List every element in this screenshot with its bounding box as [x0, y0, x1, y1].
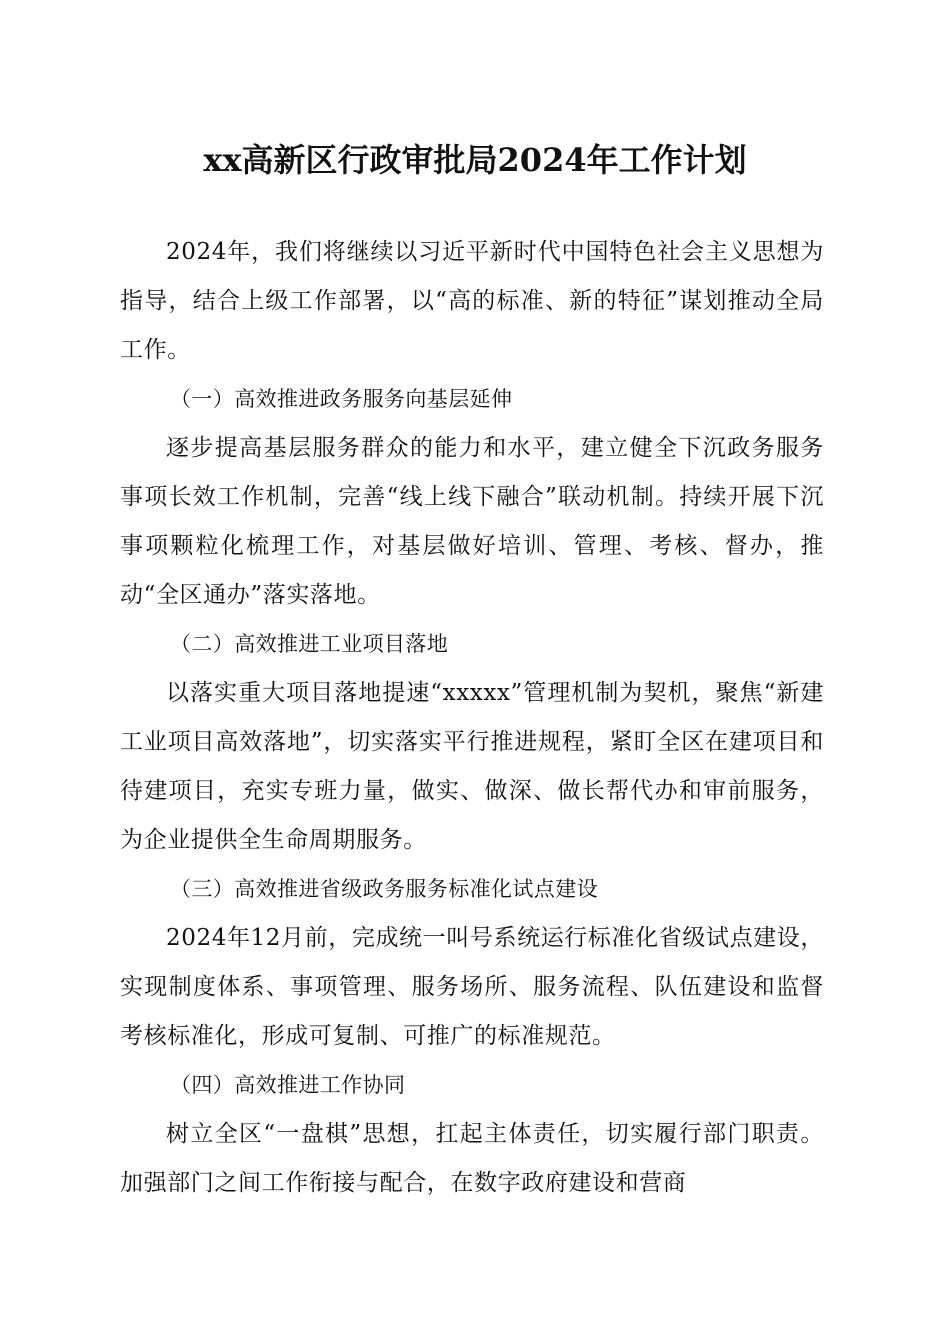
- document-body: [120, 228, 824, 1208]
- intro-paragraph: 2024年，我们将继续以习近平新时代中国特色社会主义思想为指导，结合上级工作部署，以“高的标准、新的特征”谋划推动全局工作。: [120, 239, 824, 363]
- section-paragraph-4: 树立全区“一盘棋”思想，扛起主体责任，切实履行部门职责。加强部门之间工作衔接与配合，在数字政府建设和营商: [120, 1121, 824, 1196]
- section-heading-4: （四）高效推进工作协同: [170, 1073, 406, 1097]
- section-paragraph-2: 以落实重大项目落地提速“xxxxx”管理机制为契机，聚焦“新建工业项目高效落地”，切实落实平行推进规程，紧盯全区在建项目和待建项目，充实专班力量，做实、做深、做长帮代办和审前服务，为企业提供全生命周期服务。: [120, 680, 824, 853]
- section-paragraph-3: 2024年12月前，完成统一叫号系统运行标准化省级试点建设，实现制度体系、事项管理、服务场所、服务流程、队伍建设和监督考核标准化，形成可复制、可推广的标准规范。: [120, 925, 824, 1049]
- section-heading-3: （三）高效推进省级政务服务标准化试点建设: [170, 877, 598, 901]
- document-title: xx高新区行政审批局2024年工作计划: [203, 141, 747, 179]
- section-heading-1: （一）高效推进政务服务向基层延伸: [170, 387, 513, 411]
- section-paragraph-1: 逐步提高基层服务群众的能力和水平，建立健全下沉政务服务事项长效工作机制，完善“线上线下融合”联动机制。持续开展下沉事项颗粒化梳理工作，对基层做好培训、管理、考核、督办，推动“全区通办”落实落地。: [120, 435, 824, 608]
- section-heading-2: （二）高效推进工业项目落地: [170, 632, 449, 656]
